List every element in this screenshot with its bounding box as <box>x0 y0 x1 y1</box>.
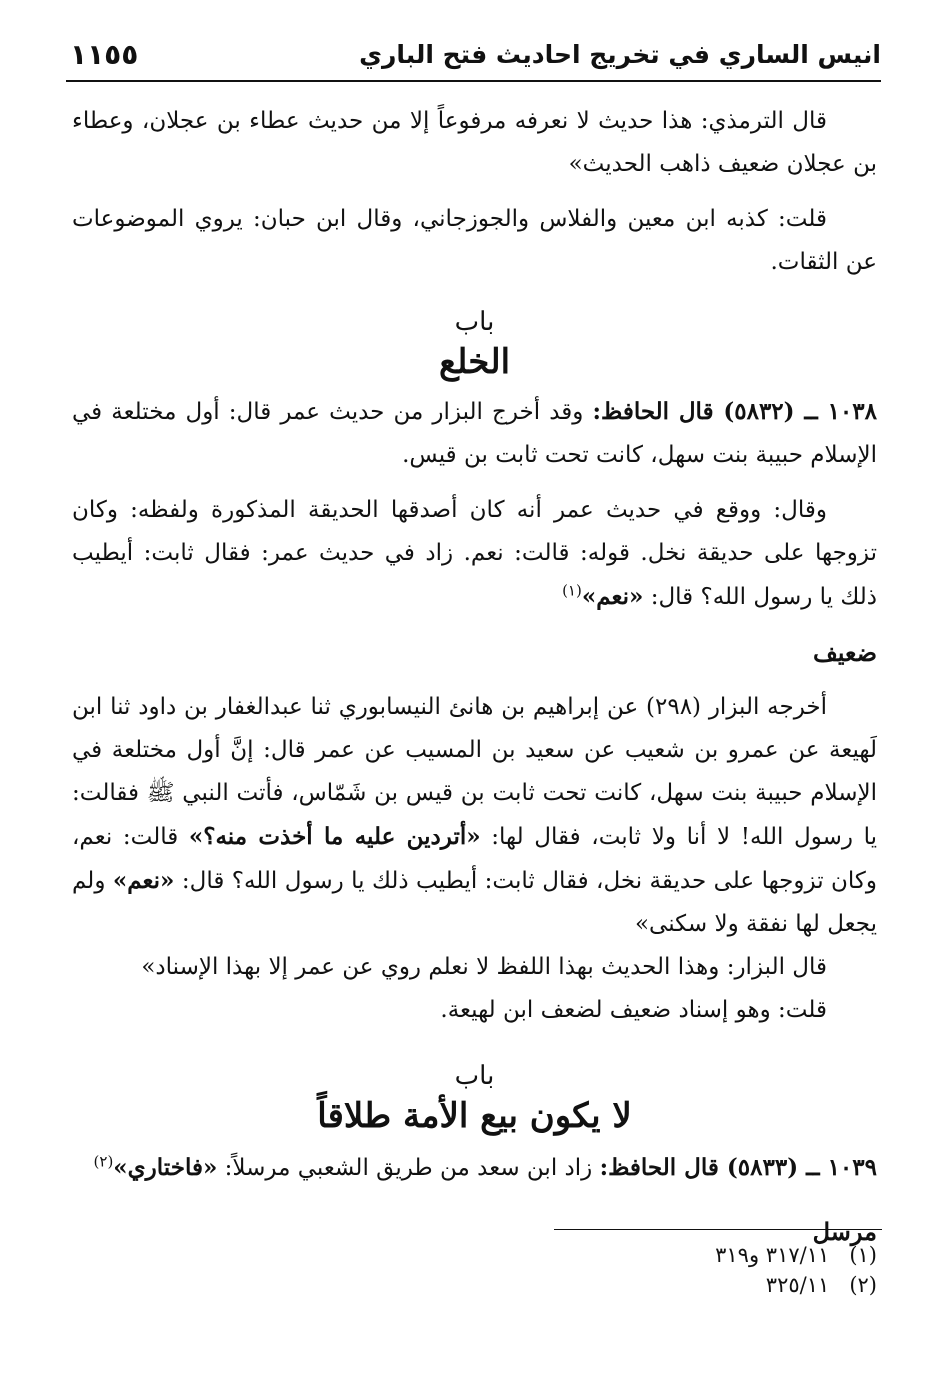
author-comment: قلت: كذبه ابن معين والفلاس والجوزجاني، وقال ابن حبان: يروي الموضوعات عن الثقات. <box>72 206 877 275</box>
grade-label-2: مرسل <box>812 1217 877 1246</box>
footnote-text: ٣١٧/١١ و٣١٩ <box>715 1243 830 1267</box>
takhrij-paragraph <box>72 686 877 946</box>
hadith-number: ١٠٣٨ ــ (٥٨٣٢) قال الحافظ: <box>592 398 877 425</box>
continuation-text: وقال: ووقع في حديث عمر أنه كان أصدقها الحديقة المذكورة ولفظه: وكان تزوجها على حديقة نخل. قوله: قالت: نعم. زاد في حديث عمر: فقال ثابت: أيطيب ذلك يا رسول الله؟ قال: <box>72 497 877 610</box>
quoted-answer: «نعم» <box>581 583 644 610</box>
takhrij-text-c: ولم يجعل لها نفقة ولا سكنى» <box>72 868 877 937</box>
hadith-1038 <box>72 390 877 477</box>
footnote-ref-2: (٢) <box>93 1152 114 1171</box>
quoted-word: «فاختاري» <box>113 1154 218 1181</box>
hadith-text-2: زاد ابن سعد من طريق الشعبي مرسلاً: <box>224 1155 593 1181</box>
takhrij-text-a: أخرجه البزار (٢٩٨) عن إبراهيم بن هانئ النيسابوري ثنا عبدالغفار بن داود ثنا ابن لَهيعة عن عمرو بن شعيب عن سعيد بن المسيب عن عمر قال: إنَّ أول مختلعة في الإسلام حبيبة بنت سهل، كانت تحت ثابت بن قيس بن شَمّاس، فأتت النبي ﷺ فقالت: يا رسول الله! لا أنا ولا ثابت، فقال لها: <box>72 694 878 850</box>
page-number: ١١٥٥ <box>70 38 139 71</box>
header-rule <box>66 80 881 82</box>
chapter-title-2: لا يكون بيع الأمة طلاقاً <box>317 1096 632 1136</box>
tirmidhi-quote: قال الترمذي: هذا حديث لا نعرفه مرفوعاً إلا من حديث عطاء بن عجلان، وعطاء بن عجلان ضعيف ذاهب الحديث» <box>72 108 877 177</box>
bazzar-note: قال البزار: وهذا الحديث بهذا اللفظ لا نعلم روي عن عمر إلا بهذا الإسناد» <box>141 954 827 980</box>
page-body <box>72 100 877 1253</box>
footnote-mark: (١) <box>849 1243 877 1267</box>
running-title: انيس الساري في تخريج احاديث فتح الباري <box>359 40 881 69</box>
footnote-2 <box>715 1270 877 1300</box>
hadith-text: وقد أخرج البزار من حديث عمر قال: أول مختلعة في الإسلام حبيبة بنت سهل، كانت تحت ثابت بن قيس. <box>72 399 877 468</box>
chapter-label-2: باب <box>454 1061 495 1091</box>
footnotes <box>715 1240 877 1300</box>
footnote-text: ٣٢٥/١١ <box>765 1273 830 1297</box>
hadith-1038-continuation <box>72 489 877 619</box>
footnote-ref-1: (١) <box>562 581 582 600</box>
footnote-mark: (٢) <box>849 1273 877 1297</box>
takhrij-quote-1: «أتردين عليه ما أخذت منه؟» <box>188 823 481 850</box>
hadith-1039 <box>72 1146 877 1190</box>
footnote-separator <box>554 1229 882 1230</box>
hadith-number-2: ١٠٣٩ ــ (٥٨٣٣) قال الحافظ: <box>599 1154 877 1181</box>
grade-label: ضعيف <box>812 638 877 667</box>
author-verdict: قلت: وهو إسناد ضعيف لضعف ابن لهيعة. <box>440 997 827 1023</box>
chapter-label: باب <box>454 307 495 337</box>
footnote-1 <box>715 1240 877 1270</box>
page-header <box>66 36 881 76</box>
takhrij-quote-2: «نعم» <box>112 867 175 894</box>
takhrij-text-b: قالت: نعم، وكان تزوجها على حديقة نخل، فقال ثابت: أيطيب ذلك يا رسول الله؟ قال: <box>72 824 877 894</box>
chapter-title-khul: الخلع <box>438 342 511 382</box>
